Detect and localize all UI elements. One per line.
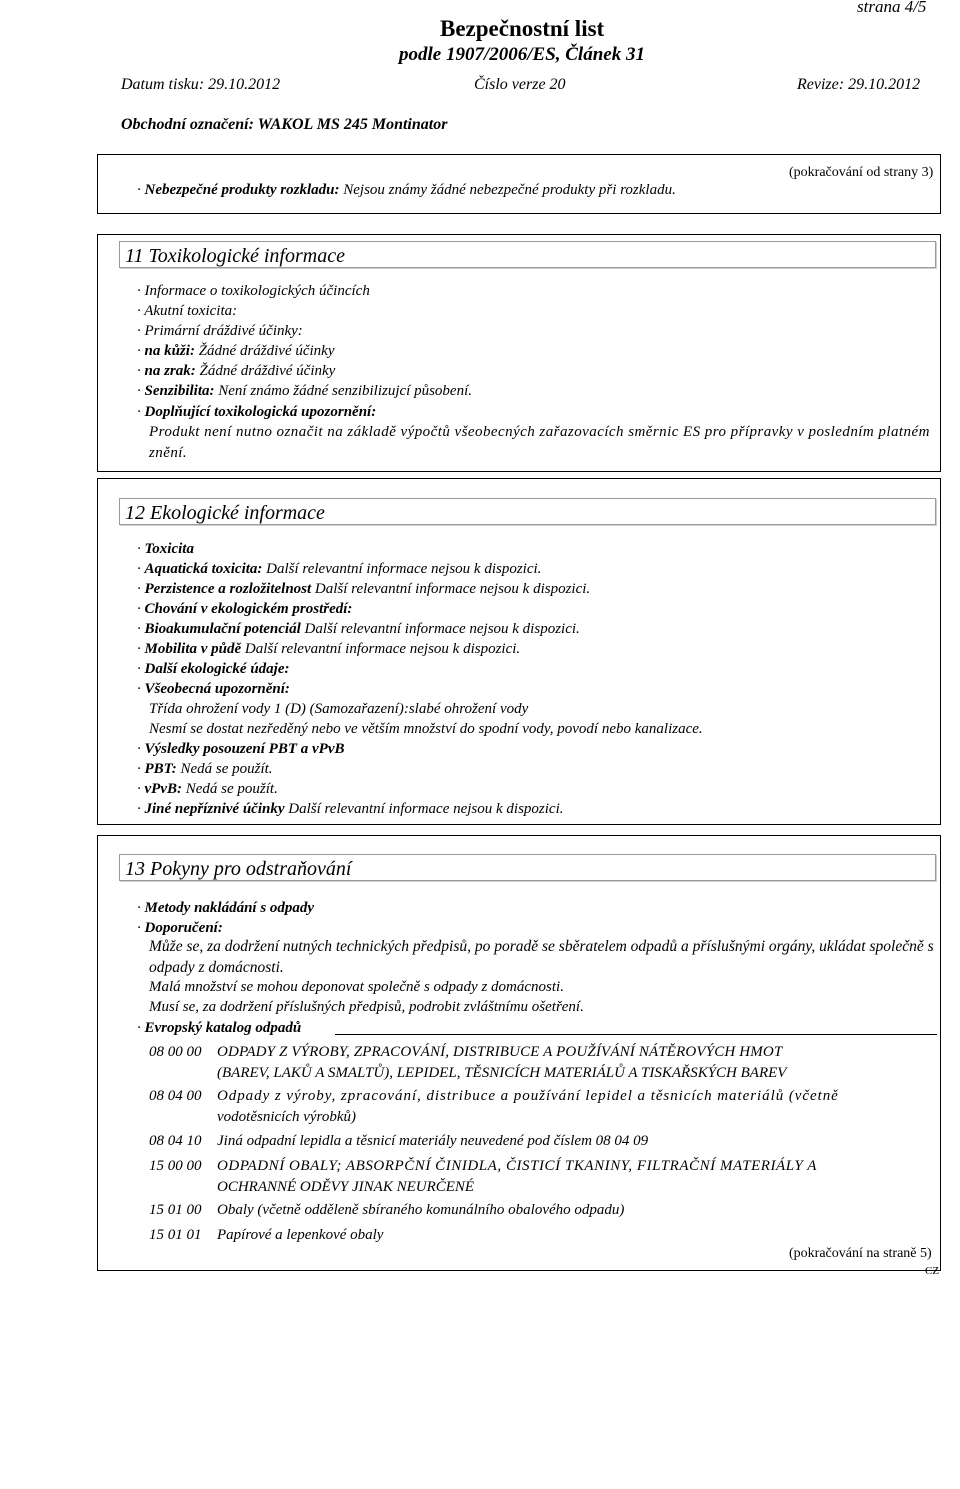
s12-line-5: · Bioakumulační potenciál Další relevantní informace nejsou k dispozici. [137,621,580,637]
continuation-to-next: (pokračování na straně 5) [789,1246,932,1261]
catalog-item [149,1225,937,1246]
catalog-code: 08 04 00 [149,1088,202,1104]
decomposition-products: · Nebezpečné produkty rozkladu: Nejsou známy žádné nebezpečné produkty při rozkladu. [137,182,676,198]
s12-line-12: · PBT: Nedá se použít. [137,761,273,777]
page-number: strana 4/5 [857,0,927,16]
decomposition-label: Nebezpečné produkty rozkladu: [144,182,340,198]
catalog-text-continued: vodotěsnicích výrobků) [217,1109,356,1125]
s11-paragraph: Produkt není nutno označit na základě výpočtů všeobecných zařazovacích směrnic ES pro přípravky v posledním platném znění. [149,424,930,461]
version-number: Číslo verze 20 [474,76,566,93]
s12-line-13: · vPvB: Nedá se použít. [137,781,278,797]
section-13-header [119,854,936,881]
catalog-code: 08 00 00 [149,1044,202,1060]
catalog-text-continued: (BAREV, LAKŮ A SMALTŮ), LEPIDEL, TĚSNICÍCH MATERIÁLŮ A TISKAŘSKÝCH BAREV [217,1065,787,1081]
s12-line-11: · Výsledky posouzení PBT a vPvB [137,741,345,757]
s13-line-2: · Doporučení: [137,920,223,936]
decomposition-text: Nejsou známy žádné nebezpečné produkty při rozkladu. [339,182,676,198]
s12-line-8: · Všeobecná upozornění: [137,681,290,697]
s12-line-1: · Toxicita [137,541,194,557]
s12-line-7: · Další ekologické údaje: [137,661,290,677]
trade-name: Obchodní označení: WAKOL MS 245 Montinator [121,116,448,133]
catalog-text-continued: OCHRANNÉ ODĚVY JINAK NEURČENÉ [217,1179,475,1195]
s12-line-4: · Chování v ekologickém prostředí: [137,601,353,617]
revision-date: Revize: 29.10.2012 [797,76,921,93]
document-title: Bezpečnostní list [440,16,605,41]
s12-line-3: · Perzistence a rozložitelnost Další relevantní informace nejsou k dispozici. [137,581,591,597]
s11-line-6: · Senzibilita: Není známo žádné senzibilizujcí působení. [137,383,473,399]
section-13-title: 13 Pokyny pro odstraňování [125,858,352,880]
s13-paragraph-2: Malá množství se mohou deponovat společně s odpady z domácnosti. [149,979,564,995]
section-12-title: 12 Ekologické informace [125,502,325,524]
catalog-text: Odpady z výroby, zpracování, distribuce a používání lepidel a těsnicích materiálů (včetně [217,1088,839,1104]
s12-line-10: Nesmí se dostat nezředěný nebo ve větším množství do spodní vody, povodí nebo kanalizace. [149,721,703,737]
catalog-code: 15 01 01 [149,1227,202,1243]
catalog-item [149,1200,937,1221]
catalog-text: ODPADY Z VÝROBY, ZPRACOVÁNÍ, DISTRIBUCE A POUŽÍVÁNÍ NÁTĚROVÝCH HMOT [217,1044,783,1060]
s11-line-2: · Akutní toxicita: [137,303,238,319]
s12-line-14: · Jiné nepříznivé účinky Další relevantní informace nejsou k dispozici. [137,801,564,817]
catalog-code: 15 00 00 [149,1158,202,1174]
catalog-text: Jiná odpadní lepidla a těsnicí materiály neuvedené pod číslem 08 04 09 [217,1133,649,1149]
catalog-divider [335,1034,937,1035]
s12-line-2: · Aquatická toxicita: Další relevantní informace nejsou k dispozici. [137,561,542,577]
s13-paragraph-3: Musí se, za dodržení příslušných předpisů, podrobit zvláštnímu ošetření. [149,999,584,1015]
s11-line-7: · Doplňující toxikologická upozornění: [137,404,377,420]
catalog-item [149,1086,937,1128]
catalog-item [149,1131,937,1152]
s11-line-5: · na zrak: Žádné dráždivé účinky [137,363,336,379]
continuation-from-previous: (pokračování od strany 3) [789,165,934,180]
catalog-item [149,1042,937,1084]
catalog-code: 15 01 00 [149,1202,202,1218]
s13-paragraph-1: Může se, za dodržení nutných technických předpisů, po poradě se sběratelem odpadů a příslušnými orgány, ukládat společně s odpady z domácnosti. [149,938,934,976]
section-12-header [119,498,936,525]
section-11-title: 11 Toxikologické informace [125,245,345,267]
s11-line-3: · Primární dráždivé účinky: [137,323,303,339]
document-subtitle: podle 1907/2006/ES, Článek 31 [399,44,645,65]
catalog-code: 08 04 10 [149,1133,202,1149]
section-11-header [119,241,936,268]
s12-line-9: Třída ohrožení vody 1 (D) (Samozařazení):slabé ohrožení vody [149,701,529,717]
catalog-text: Obaly (včetně odděleně sbíraného komunálního obalového odpadu) [217,1202,625,1218]
catalog-text: Papírové a lepenkové obaly [217,1227,384,1243]
s13-line-3: · Evropský katalog odpadů [137,1020,302,1036]
country-code: CZ [925,1265,940,1277]
catalog-item [149,1156,937,1198]
s11-line-4: · na kůži: Žádné dráždivé účinky [137,343,335,359]
print-date: Datum tisku: 29.10.2012 [121,76,281,93]
catalog-text: ODPADNÍ OBALY; ABSORPČNÍ ČINIDLA, ČISTICÍ TKANINY, FILTRAČNÍ MATERIÁLY A [217,1158,817,1174]
s11-line-1: · Informace o toxikologických účincích [137,283,370,299]
s13-line-1: · Metody nakládání s odpady [137,900,315,916]
s12-line-6: · Mobilita v půdě Další relevantní informace nejsou k dispozici. [137,641,521,657]
